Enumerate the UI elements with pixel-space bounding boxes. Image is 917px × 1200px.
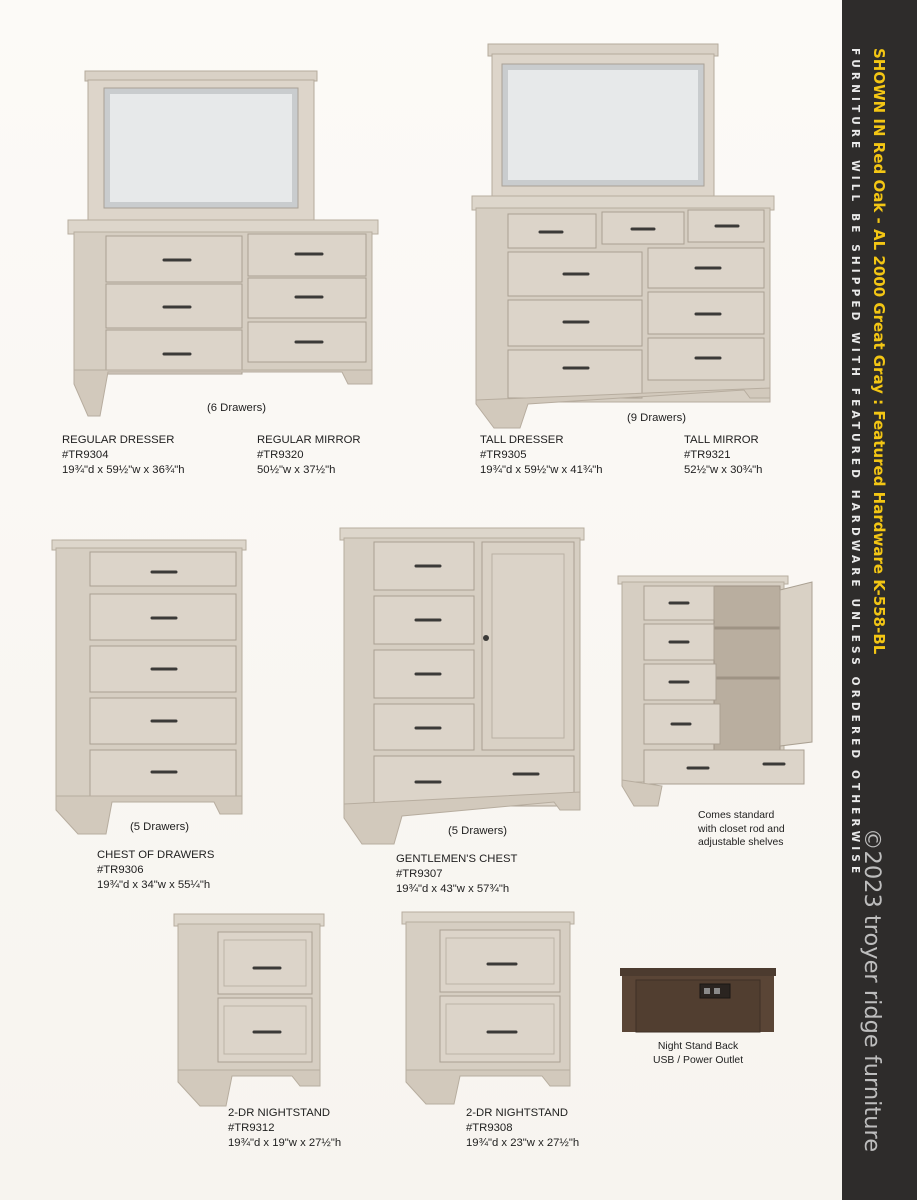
- product-sku: #TR9307: [396, 868, 443, 880]
- nightstand-small-image: [172, 912, 332, 1108]
- product-sku: #TR9312: [228, 1122, 275, 1134]
- product-label: [684, 433, 762, 478]
- usb-note-line: USB / Power Outlet: [653, 1054, 744, 1066]
- product-label: [396, 852, 517, 897]
- drawer-count-caption: (5 Drawers): [130, 821, 189, 833]
- product-name: CHEST OF DRAWERS: [97, 849, 215, 861]
- product-label: [480, 433, 603, 478]
- product-sku: #TR9305: [480, 449, 527, 461]
- product-dimensions: 19¾"d x 19"w x 27½"h: [228, 1137, 342, 1149]
- product-dimensions: 19¾"d x 59½"w x 36¾"h: [62, 464, 185, 476]
- product-label: [257, 433, 361, 478]
- product-name: GENTLEMEN'S CHEST: [396, 853, 518, 865]
- tall-dresser-image: [468, 42, 778, 432]
- regular-dresser-image: [60, 66, 380, 426]
- product-sku: #TR9308: [466, 1122, 513, 1134]
- product-name: 2-DR NIGHTSTAND: [228, 1107, 331, 1119]
- product-dimensions: 19¾"d x 34"w x 55¼"h: [97, 879, 211, 891]
- product-name: REGULAR DRESSER: [62, 434, 175, 446]
- finish-description: SHOWN IN Red Oak - AL 2000 Great Gray : Featured Hardware K-558-BL: [870, 48, 888, 655]
- gentlemens-chest-image: [338, 526, 588, 846]
- product-sku: #TR9306: [97, 864, 144, 876]
- product-dimensions: 19¾"d x 59½"w x 41¾"h: [480, 464, 603, 476]
- product-label: [466, 1106, 579, 1151]
- closet-note-line: Comes standard: [698, 810, 775, 821]
- nightstand-large-image: [400, 910, 580, 1106]
- gentlemens-chest-open-image: [614, 572, 824, 812]
- closet-note: [698, 809, 785, 850]
- product-name: REGULAR MIRROR: [257, 434, 361, 446]
- shipping-note: FURNITURE WILL BE SHIPPED WITH FEATURED HARDWARE UNLESS ORDERED OTHERWISE: [849, 48, 861, 878]
- product-name: TALL MIRROR: [684, 434, 759, 446]
- product-name: 2-DR NIGHTSTAND: [466, 1107, 569, 1119]
- drawer-count-caption: (5 Drawers): [448, 825, 507, 837]
- chest-of-drawers-image: [50, 538, 250, 838]
- product-label: [62, 433, 185, 478]
- usb-note-line: Night Stand Back: [657, 1041, 739, 1052]
- product-sku: #TR9321: [684, 449, 731, 461]
- product-label: [228, 1106, 341, 1151]
- nightstand-back-usb-image: [616, 966, 780, 1032]
- drawer-count-caption: (6 Drawers): [207, 402, 266, 414]
- closet-note-line: with closet rod and: [698, 823, 785, 835]
- product-dimensions: 19¾"d x 43"w x 57¾"h: [396, 883, 510, 895]
- product-sku: #TR9320: [257, 449, 304, 461]
- drawer-count-caption: (9 Drawers): [627, 412, 686, 424]
- usb-note: [653, 1040, 743, 1067]
- product-dimensions: 50½"w x 37½"h: [257, 464, 336, 476]
- product-sku: #TR9304: [62, 449, 109, 461]
- product-dimensions: 19¾"d x 23"w x 27½"h: [466, 1137, 580, 1149]
- closet-note-line: adjustable shelves: [698, 837, 784, 848]
- product-name: TALL DRESSER: [480, 434, 564, 446]
- copyright-text: ©2023 troyer ridge furniture: [859, 828, 885, 1153]
- product-label: [97, 848, 214, 893]
- product-dimensions: 52½"w x 30¾"h: [684, 464, 763, 476]
